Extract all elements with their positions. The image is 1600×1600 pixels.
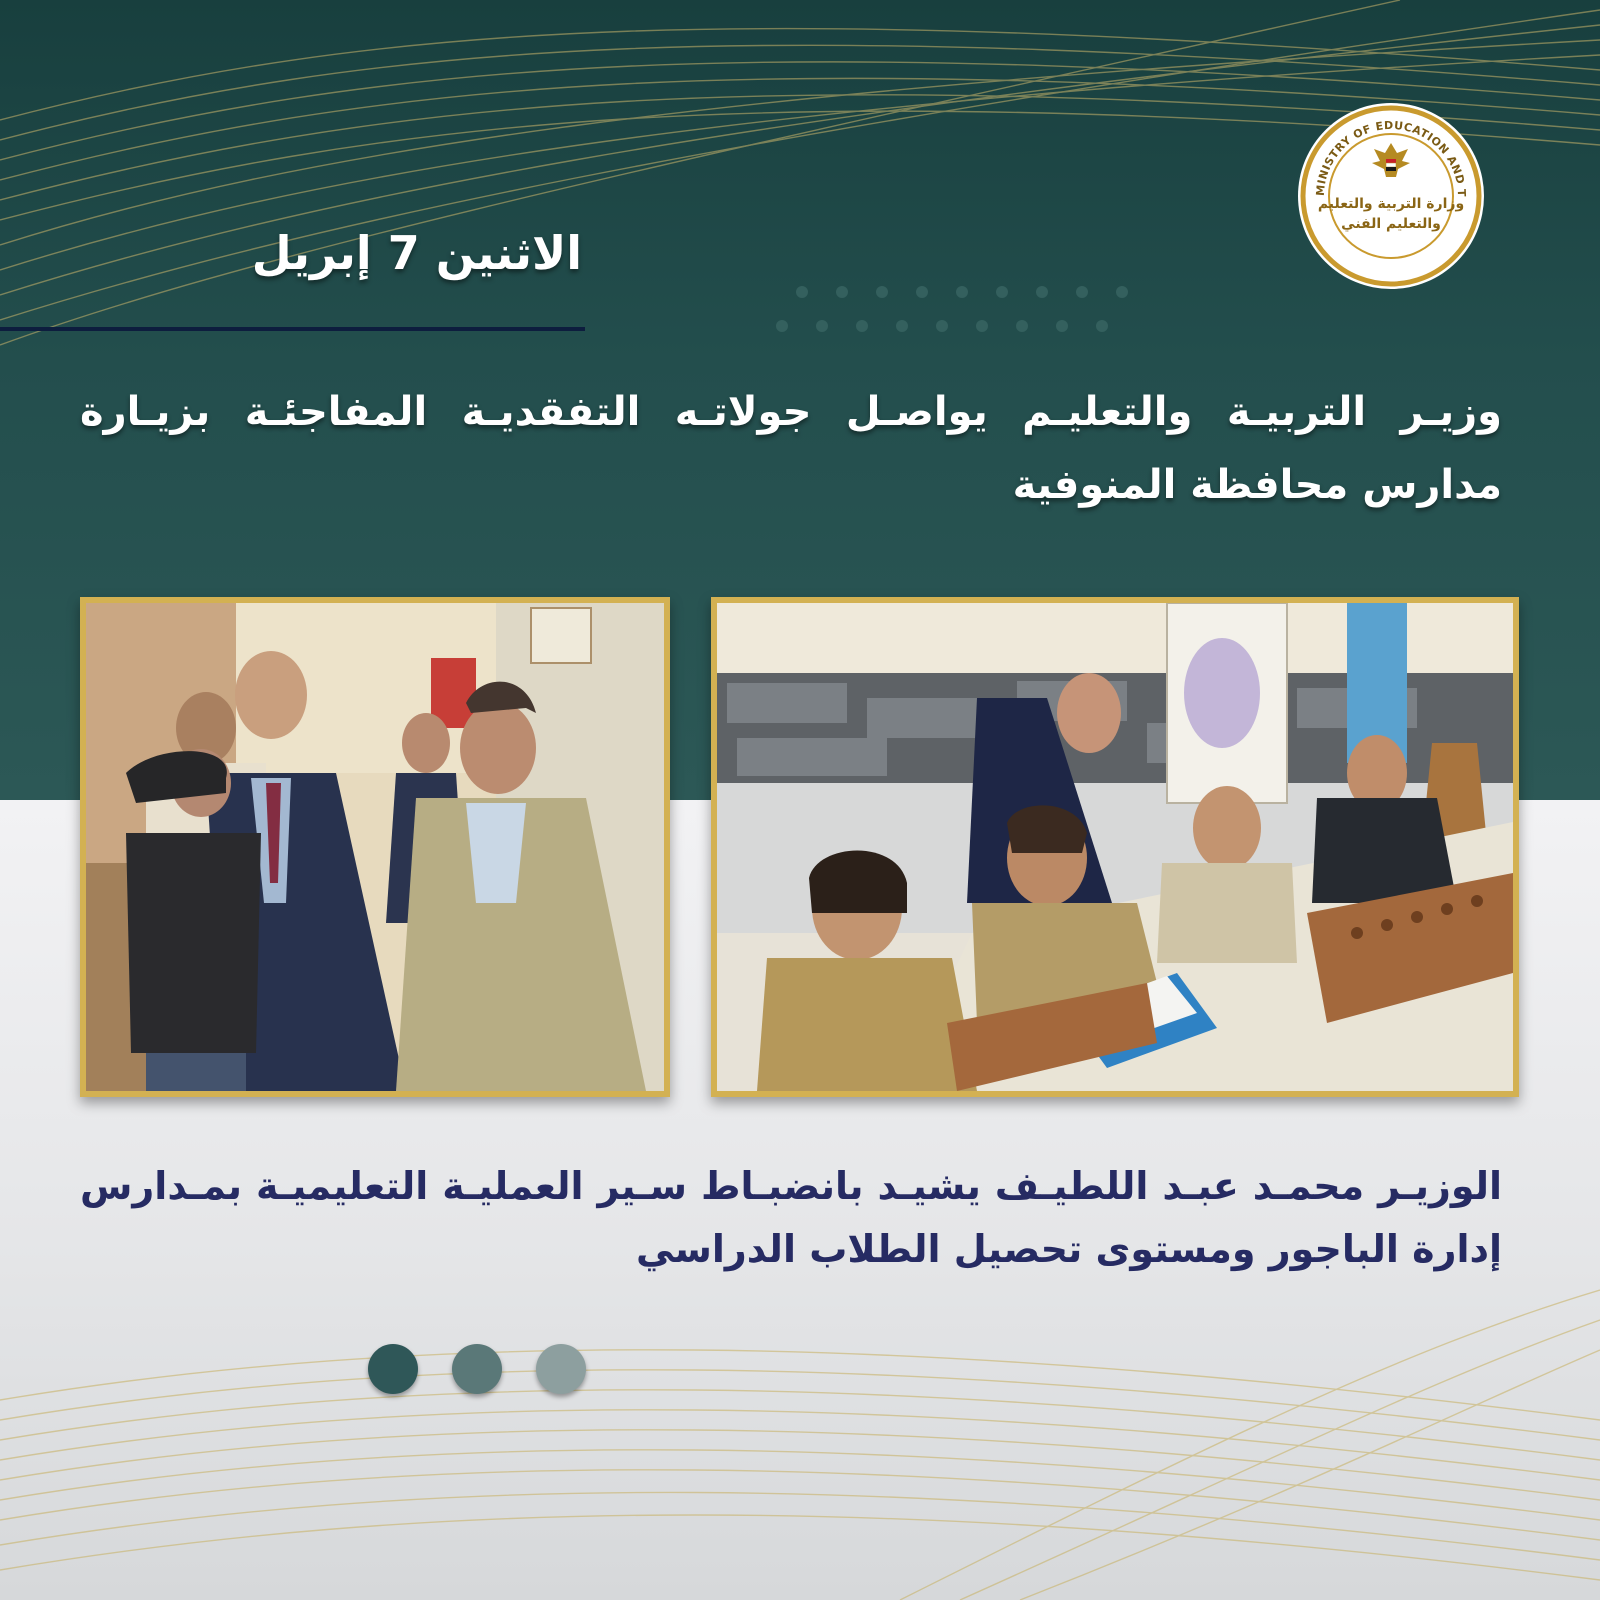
- pager-dot-3[interactable]: [536, 1344, 586, 1394]
- pager-dot-2[interactable]: [452, 1344, 502, 1394]
- photo-minister-in-classroom: [711, 597, 1519, 1097]
- photo-minister-with-students-corridor: [80, 597, 670, 1097]
- date-divider: [0, 327, 585, 331]
- logo-arabic-line2: والتعليم الفني: [1341, 216, 1441, 232]
- logo-ring-text: MINISTRY OF EDUCATION AND T: [1313, 118, 1469, 198]
- pager-dot-1[interactable]: [368, 1344, 418, 1394]
- logo-arabic-line1: وزارة التربية والتعليم: [1317, 196, 1465, 212]
- post-caption: الوزيـر محمـد عبـد اللطيـف يشيـد بانضبـاط سـير العمليـة التعليميـة بمـدارس إدارة الباجور ومستوى تحصيل الطلاب الدراسي: [80, 1164, 1502, 1271]
- slide-pager: [368, 1344, 588, 1396]
- post-date: الاثنين 7 إبريل: [251, 226, 582, 280]
- ministry-logo: [1296, 101, 1486, 291]
- post-headline: وزيـر التربيـة والتعليـم يواصـل جولاتـه التفقديـة المفاجئـة بزيـارة مدارس محافظة المنوفية: [80, 389, 1502, 508]
